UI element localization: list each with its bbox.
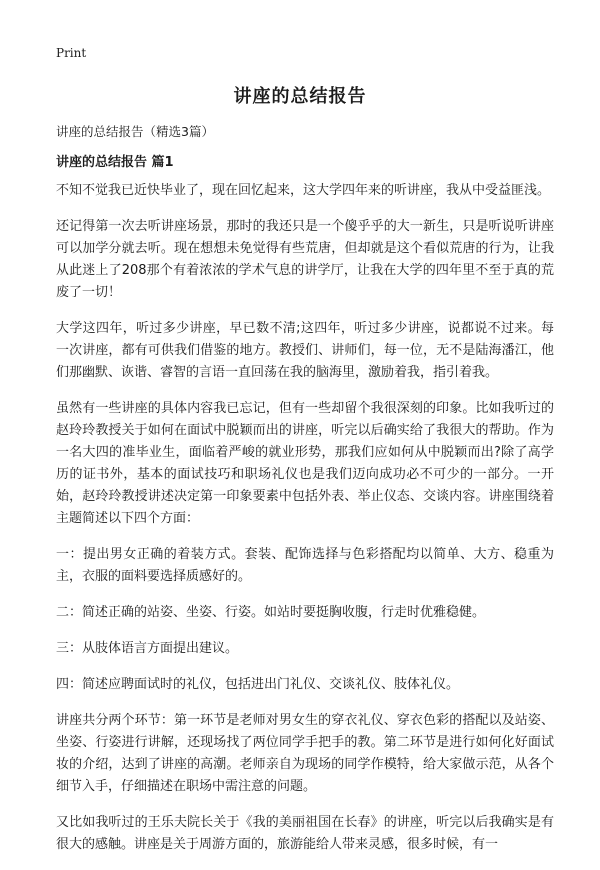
paragraph-3: 大学这四年，听过多少讲座，早已数不清;这四年，听过多少讲座，说都说不过来。每一次讲座，都有可供我们借鉴的地方。教授们、讲师们，每一位，无不是陆海潘江，他们那幽默、诙谐、睿智的言语一直回荡在我的脑海里，激励着我，指引着我。 (56, 321, 554, 380)
paragraph-5: 一：提出男女正确的着装方式。套装、配饰选择与色彩搭配均以简单、大方、稳重为主，衣服的面料要选择质感好的。 (56, 547, 554, 584)
paragraph-4: 虽然有一些讲座的具体内容我已忘记，但有一些却留个我很深刻的印象。比如我听过的赵玲玲教授关于如何在面试中脱颖而出的讲座，听完以后确实给了我很大的帮助。作为一名大四的准毕业生，面临着严峻的就业形势，那我们应如何从中脱颖而出?除了高学历的证书外，基本的面试技巧和职场礼仪也是我们迈向成功必不可少的一部分。一开始，赵玲玲教授讲述决定第一印象要素中包括外表、举止仪态、交谈内容。讲座围绕着主题简述以下四个方面： (56, 401, 554, 526)
section-heading: 讲座的总结报告 篇1 (56, 155, 174, 170)
document-body (56, 180, 554, 870)
paragraph-7: 三：从肢体语言方面提出建议。 (56, 641, 239, 656)
document-subtitle: 讲座的总结报告（精选3篇） (56, 124, 214, 139)
paragraph-2: 还记得第一次去听讲座场景，那时的我还只是一个傻乎乎的大一新生，只是听说听讲座可以加学分就去听。现在想想未免觉得有些荒唐，但却就是这个看似荒唐的行为，让我从此迷上了208那个有着浓浓的学术气息的讲学厅，让我在大学的四年里不至于真的荒废了一切！ (56, 219, 554, 300)
paragraph-9: 讲座共分两个环节：第一环节是老师对男女生的穿衣礼仪、穿衣色彩的搭配以及站姿、坐姿、行姿进行讲解，还现场找了两位同学手把手的教。第二环节是进行如何化好面试妆的介绍，达到了讲座的高潮。老师亲自为现场的同学作模特，给大家做示范，从各个细节入手，仔细描述在职场中需注意的问题。 (56, 713, 554, 794)
paragraph-10: 又比如我听过的王乐夫院长关于《我的美丽祖国在长春》的讲座，听完以后我确实是有很大的感触。讲座是关于周游方面的，旅游能给人带来灵感，很多时候，有一 (56, 815, 554, 852)
page-title: 讲座的总结报告 (233, 86, 367, 107)
paragraph-1: 不知不觉我已近快毕业了，现在回忆起来，这大学四年来的听讲座，我从中受益匪浅。 (56, 183, 551, 198)
paragraph-6: 二：简述正确的站姿、坐姿、行姿。如站时要挺胸收腹，行走时优雅稳健。 (56, 605, 486, 620)
paragraph-8: 四：简述应聘面试时的礼仪，包括进出门礼仪、交谈礼仪、肢体礼仪。 (56, 677, 460, 692)
print-link[interactable]: Print (56, 46, 87, 60)
